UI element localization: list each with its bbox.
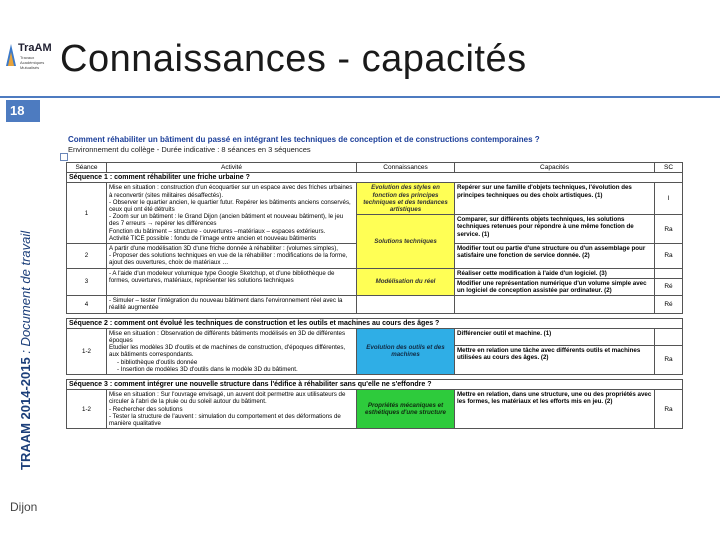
activity-line: - A l'aide d'un modeleur volumique type Google Sketchup, et d'une bibliothèque de formes, ouvertures, matériaux, représenter les solutions techniques	[109, 269, 335, 284]
sequence-title: Séquence 2 : comment ont évolué les techniques de construction et les outils et machines au cours des âges ?	[67, 318, 683, 328]
seance-number: 1	[67, 183, 107, 244]
header-connaissances: Connaissances	[357, 163, 455, 173]
capacity-cell: Modifier tout ou partie d'une structure ou d'un assemblage pour satisfaire une fonction de service donnée. (2)	[455, 244, 655, 269]
vertical-caption-suffix: : Document de travail	[18, 230, 33, 358]
capacity-cell: Différencier outil et machine. (1)	[455, 328, 655, 345]
activity-cell	[107, 183, 357, 244]
sc-cell	[655, 268, 683, 278]
activity-line: Mise en situation : Observation de différents bâtiments modélisés en 3D de différentes époques	[109, 329, 346, 345]
sc-cell: Ra	[655, 390, 683, 429]
table-row	[67, 268, 683, 278]
sequence-title: Séquence 3 : comment intégrer une nouvelle structure dans l'édifice à réhabiliter sans qu'elle ne s'effondre ?	[67, 380, 683, 390]
knowledge-cell: Propriétés mécaniques et esthétiques d'une structure	[357, 390, 455, 429]
table-header-row	[67, 163, 683, 173]
capacity-cell: Mettre en relation une tâche avec différents outils et machines utilisées au cours des âges. (2)	[455, 345, 655, 374]
seance-number: 2	[67, 244, 107, 269]
sc-cell: Ré	[655, 278, 683, 295]
traam-logo	[4, 36, 54, 76]
knowledge-cell: Evolution des styles en fonction des principes techniques et des tendances artistiques	[357, 183, 455, 215]
slide-title: Connaissances - capacités	[60, 38, 527, 80]
activity-line: - Simuler – tester l'intégration du nouveau bâtiment dans l'environnement réel avec la réalité augmentée	[109, 297, 343, 312]
activity-line: - Insertion de modèles 3D d'outils dans le modèle 3D du bâtiment.	[117, 365, 298, 373]
document-title: Comment réhabiliter un bâtiment du passé en intégrant les techniques de conception et de constructions contemporaines ?	[68, 135, 540, 144]
activity-cell	[107, 244, 357, 269]
header-divider	[0, 96, 720, 98]
table-row	[67, 296, 683, 313]
knowledge-cell-empty	[357, 296, 455, 313]
sequence-row	[67, 380, 683, 390]
activity-line: - Tester la structure de l'auvent : simulation du comportement et des déformations de manière qualitative	[109, 412, 341, 428]
table-row	[67, 183, 683, 215]
activity-line: - bibliothèque d'outils donnée	[117, 358, 198, 366]
capacity-cell	[455, 296, 655, 313]
activity-cell	[107, 296, 357, 313]
activity-line: Etudier les modèles 3D d'outils et de machines de construction, d'époques différentes, aux bâtiments correspondants.	[109, 344, 346, 359]
sc-cell: Ra	[655, 244, 683, 269]
seance-number: 1-2	[67, 328, 107, 374]
knowledge-cell: Evolution des outils et des machines	[357, 328, 455, 374]
sequence-row	[67, 173, 683, 183]
activity-line: Activité TICE possible : fondu de l'image entre ancien et nouveau bâtiments	[109, 234, 317, 242]
table-row	[67, 328, 683, 345]
header-seance: Séance	[67, 163, 107, 173]
sc-cell	[655, 328, 683, 345]
activity-line: Mise en situation : Sur l'ouvrage envisagé, un auvent doit permettre aux utilisateurs de circuler à l'abri de la pluie ou du soleil autour du bâtiment.	[109, 391, 346, 406]
footer-city: Dijon	[10, 500, 38, 514]
activity-line: Fonction du bâtiment – structure - ouvertures –matériaux – espaces extérieurs.	[109, 227, 326, 235]
capacity-cell: Réaliser cette modification à l'aide d'un logiciel. (3)	[455, 268, 655, 278]
activity-cell	[107, 390, 357, 429]
seance-number: 4	[67, 296, 107, 313]
traam-logo-icon	[4, 40, 18, 68]
logo-title: TraAM	[18, 42, 52, 54]
vertical-caption-prefix: TRAAM 2014-2015	[18, 357, 33, 470]
vertical-caption	[18, 231, 33, 470]
activity-line: - Rechercher des solutions	[109, 405, 183, 413]
capacity-cell: Mettre en relation, dans une structure, une ou des propriétés avec les formes, les matériaux et les efforts mis en jeu. (2)	[455, 390, 655, 429]
document-subtitle: Environnement du collège - Durée indicative : 8 séances en 3 séquences	[68, 145, 311, 154]
seance-number: 3	[67, 268, 107, 296]
sc-cell: I	[655, 183, 683, 215]
sc-cell: Ra	[655, 345, 683, 374]
sc-cell: Ra	[655, 215, 683, 244]
activity-cell	[107, 268, 357, 296]
header-activite: Activité	[107, 163, 357, 173]
knowledge-cell: Modélisation du réel	[357, 268, 455, 296]
sequence-title: Séquence 1 : comment réhabiliter une friche urbaine ?	[67, 173, 683, 183]
sequence-row	[67, 318, 683, 328]
activity-line: Mise en situation : construction d'un écoquartier sur un espace avec des friches urbaines à reconvertir (sites militaires désaffectés).	[109, 184, 353, 199]
page-number: 18	[6, 100, 40, 122]
capacity-cell: Repérer sur une famille d'objets techniques, l'évolution des principes techniques ou des choix artistiques. (1)	[455, 183, 655, 215]
lesson-table	[66, 162, 683, 429]
activity-line: - Zoom sur un bâtiment : le Grand Dijon (ancien bâtiment et nouveau bâtiment), le jeu des 7 erreurs → repérer les différences	[109, 213, 344, 228]
knowledge-cell: Solutions techniques	[357, 215, 455, 268]
sc-cell: Ré	[655, 296, 683, 313]
image-placeholder-icon	[60, 153, 68, 161]
header-capacites: Capacités	[455, 163, 655, 173]
logo-subtitle: Travaux Académiques Mutualisés	[20, 55, 45, 70]
activity-line: - Observer le quartier ancien, le quartier futur. Repérer les bâtiments anciens conservés, ceux qui ont été détruits	[109, 198, 351, 214]
header-sc: SC	[655, 163, 683, 173]
activity-line: A partir d'une modélisation 3D d'une friche donnée à réhabiliter : (volumes simples),	[109, 245, 339, 253]
activity-line: - Proposer des solutions techniques en vue de la réhabiliter : modifications de la forme, ajout des ouvertures, choix de matériaux …	[109, 252, 348, 267]
activity-cell	[107, 328, 357, 374]
table-row	[67, 390, 683, 429]
capacity-cell: Comparer, sur différents objets techniques, les solutions techniques retenues pour répondre à une même fonction de service. (1)	[455, 215, 655, 244]
capacity-cell: Modifier une représentation numérique d'un volume simple avec un logiciel de conception assistée par ordinateur. (2)	[455, 278, 655, 295]
seance-number: 1-2	[67, 390, 107, 429]
